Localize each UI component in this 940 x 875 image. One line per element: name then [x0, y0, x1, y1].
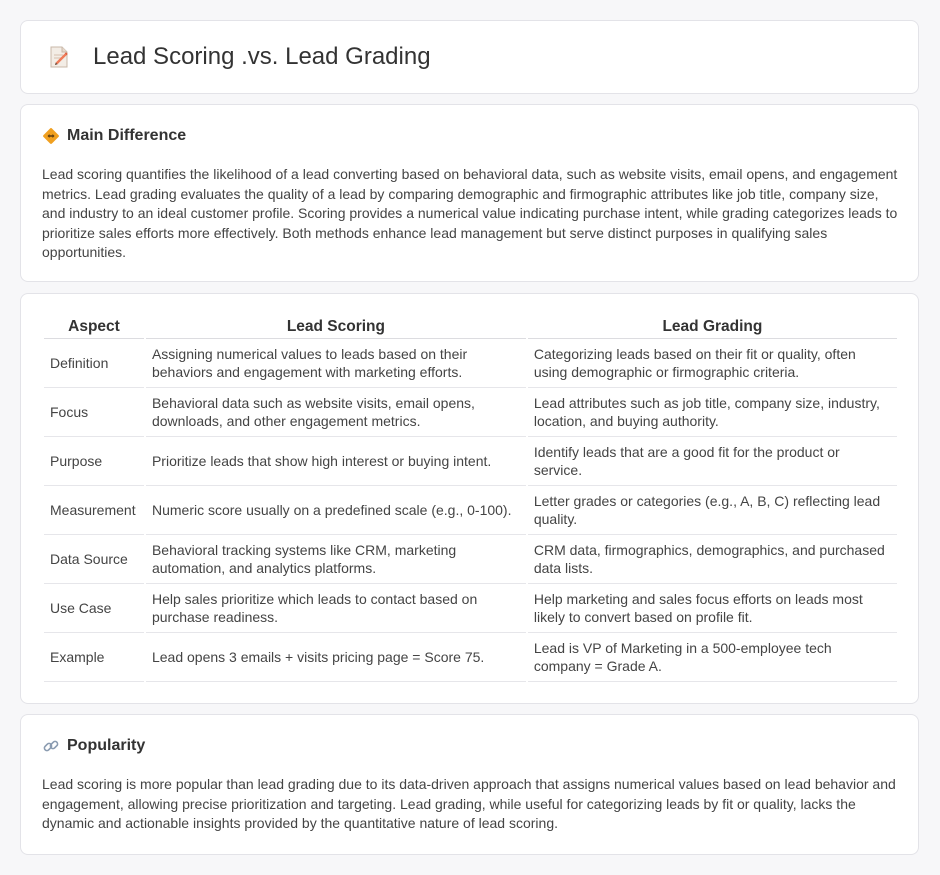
comparison-card	[20, 293, 919, 704]
grading-cell: Letter grades or categories (e.g., A, B, C) reflecting lead quality.	[528, 486, 897, 535]
main-difference-text: Lead scoring quantifies the likelihood of a lead converting based on behavioral data, such as website visits, email opens, and engagement metrics. Lead grading evaluates the quality of a lead by comparing demographic and firmographic attributes like job title, company size, and industry to an ideal customer profile. Scoring provides a numerical value indicating purchase intent, while grading categorizes leads to prioritize sales efforts more effectively. Both methods enhance lead management but serve distinct purposes in qualifying sales opportunities.	[42, 166, 898, 260]
table-row	[44, 633, 897, 682]
scoring-cell: Help sales prioritize which leads to contact based on purchase readiness.	[146, 584, 526, 633]
aspect-cell: Measurement	[44, 486, 144, 535]
grading-cell: Help marketing and sales focus efforts on leads most likely to convert based on profile fit.	[528, 584, 897, 633]
page-title: Lead Scoring .vs. Lead Grading	[93, 43, 431, 70]
document-pencil-icon	[46, 44, 72, 70]
grading-cell: Categorizing leads based on their fit or quality, often using demographic or firmographic criteria.	[528, 339, 897, 388]
table-row	[44, 437, 897, 486]
main-difference-title: Main Difference	[67, 127, 187, 144]
aspect-cell: Definition	[44, 339, 144, 388]
table-row	[44, 388, 897, 437]
header-lead-scoring: Lead Scoring	[146, 314, 526, 339]
aspect-cell: Purpose	[44, 437, 144, 486]
aspect-cell: Use Case	[44, 584, 144, 633]
comparison-table	[42, 314, 899, 682]
diamond-arrows-icon	[42, 127, 60, 145]
grading-cell: Lead attributes such as job title, company size, industry, location, and buying authority.	[528, 388, 897, 437]
grading-cell: CRM data, firmographics, demographics, and purchased data lists.	[528, 535, 897, 584]
popularity-heading	[42, 737, 145, 755]
popularity-title: Popularity	[67, 737, 146, 754]
scoring-cell: Behavioral tracking systems like CRM, marketing automation, and analytics platforms.	[146, 535, 526, 584]
title-row	[46, 43, 431, 71]
link-icon	[42, 737, 60, 755]
table-row	[44, 535, 897, 584]
header-lead-grading: Lead Grading	[528, 314, 897, 339]
scoring-cell: Lead opens 3 emails + visits pricing page = Score 75.	[146, 633, 526, 682]
scoring-cell: Prioritize leads that show high interest or buying intent.	[146, 437, 526, 486]
aspect-cell: Data Source	[44, 535, 144, 584]
table-row	[44, 486, 897, 535]
aspect-cell: Example	[44, 633, 144, 682]
popularity-card	[20, 714, 919, 855]
scoring-cell: Numeric score usually on a predefined scale (e.g., 0-100).	[146, 486, 526, 535]
aspect-cell: Focus	[44, 388, 144, 437]
main-difference-heading	[42, 127, 186, 145]
header-card	[20, 20, 919, 94]
popularity-text: Lead scoring is more popular than lead grading due to its data-driven approach that assigns numerical values based on lead behavior and engagement, allowing precise prioritization and targeting. Lead grading, while useful for categorizing leads by fit or quality, lacks the dynamic and actionable insights provided by the quantitative nature of lead scoring.	[42, 776, 896, 831]
scoring-cell: Assigning numerical values to leads based on their behaviors and engagement with marketing efforts.	[146, 339, 526, 388]
table-row	[44, 339, 897, 388]
grading-cell: Identify leads that are a good fit for the product or service.	[528, 437, 897, 486]
main-difference-card	[20, 104, 919, 282]
header-aspect: Aspect	[44, 314, 144, 339]
scoring-cell: Behavioral data such as website visits, email opens, downloads, and other engagement metrics.	[146, 388, 526, 437]
grading-cell: Lead is VP of Marketing in a 500-employee tech company = Grade A.	[528, 633, 897, 682]
table-row	[44, 584, 897, 633]
table-header-row	[44, 314, 897, 339]
